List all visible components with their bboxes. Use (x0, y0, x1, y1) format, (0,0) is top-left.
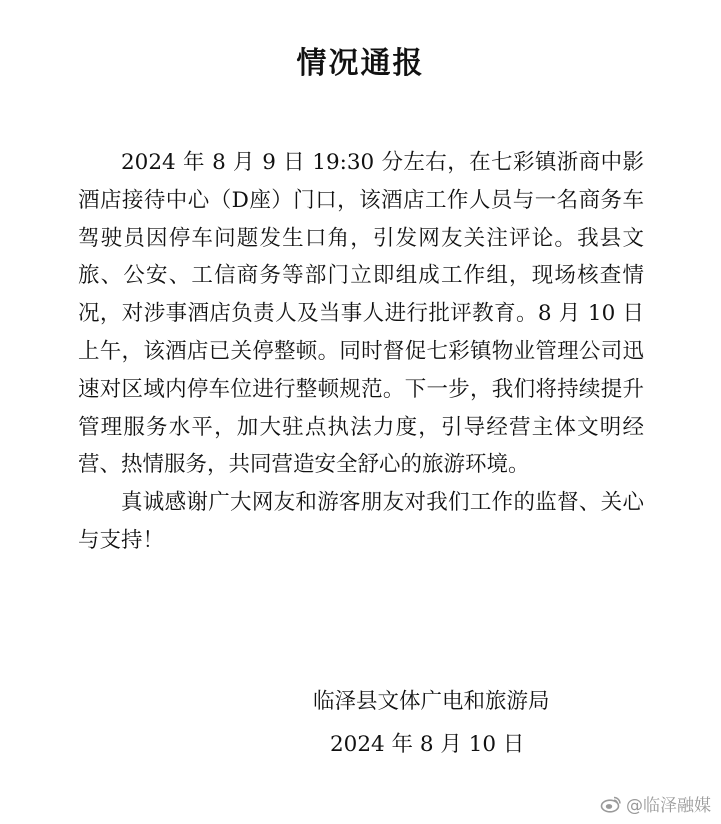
watermark-text: @临泽融媒 (626, 796, 711, 816)
weibo-icon (600, 795, 622, 813)
signature-organization: 临泽县文体广电和旅游局 (313, 689, 550, 714)
signature-date: 2024 年 8 月 10 日 (330, 732, 525, 757)
weibo-watermark (600, 791, 711, 816)
notice-title: 情况通报 (296, 46, 425, 81)
notice-body (78, 144, 644, 560)
notice-paragraph-1: 2024 年 8 月 9 日 19:30 分左右，在七彩镇浙商中影酒店接待中心（D座）门口，该酒店工作人员与一名商务车驾驶员因停车问题发生口角，引发网友关注评论。我县文旅、公安、工信商务等部门立即组成工作组，现场核查情况，对涉事酒店负责人及当事人进行批评教育。8 月 10 日上午，该酒店已关停整顿。同时督促七彩镇物业管理公司迅速对区域内停车位进行整顿规范。下一步，我们将持续提升管理服务水平，加大驻点执法力度，引导经营主体文明经营、热情服务，共同营造安全舒心的旅游环境。 (78, 150, 644, 478)
notice-paragraph-2: 真诚感谢广大网友和游客朋友对我们工作的监督、关心与支持！ (78, 490, 644, 553)
